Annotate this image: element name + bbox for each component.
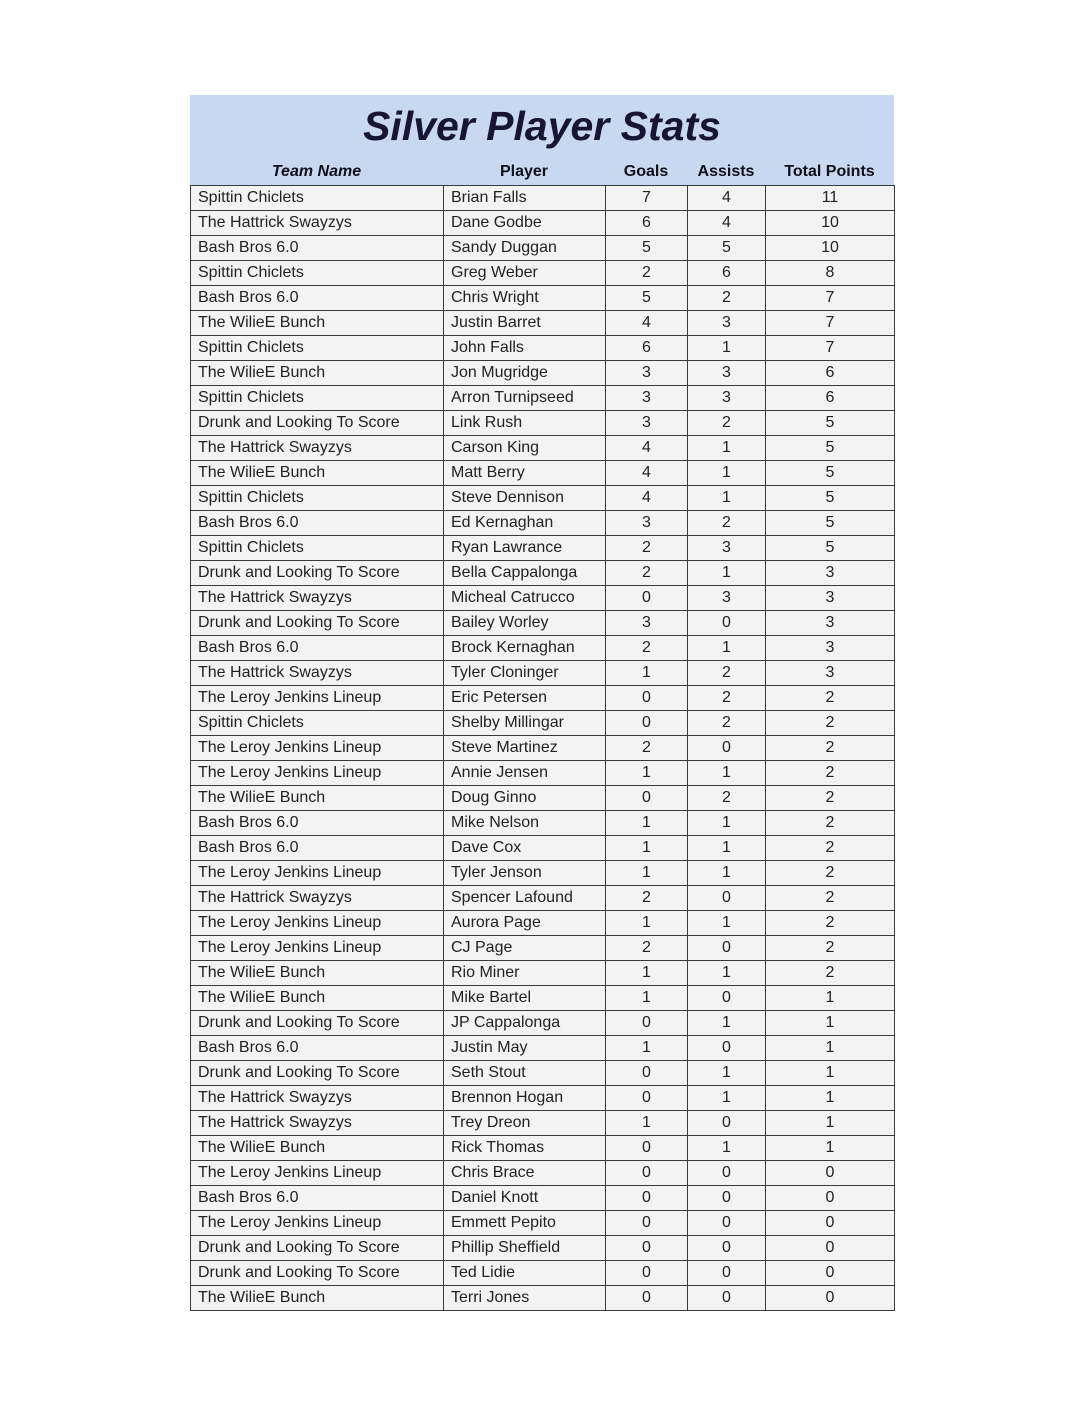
- assists-cell: 1: [688, 1086, 766, 1111]
- total-points-cell: 5: [766, 536, 895, 561]
- total-points-cell: 0: [766, 1261, 895, 1286]
- goals-cell: 2: [606, 561, 688, 586]
- total-points-cell: 8: [766, 261, 895, 286]
- team-name-cell: Spittin Chiclets: [191, 536, 444, 561]
- assists-cell: 3: [688, 361, 766, 386]
- total-points-cell: 6: [766, 386, 895, 411]
- total-points-cell: 10: [766, 211, 895, 236]
- total-points-cell: 2: [766, 836, 895, 861]
- table-row: [191, 1011, 895, 1036]
- player-cell: Sandy Duggan: [444, 236, 606, 261]
- player-cell: Terri Jones: [444, 1286, 606, 1311]
- goals-cell: 0: [606, 1261, 688, 1286]
- total-points-cell: 2: [766, 761, 895, 786]
- team-name-cell: The Hattrick Swayzys: [191, 436, 444, 461]
- team-name-cell: The Hattrick Swayzys: [191, 661, 444, 686]
- goals-cell: 1: [606, 861, 688, 886]
- team-name-cell: Drunk and Looking To Score: [191, 1236, 444, 1261]
- team-name-cell: Bash Bros 6.0: [191, 636, 444, 661]
- total-points-cell: 5: [766, 511, 895, 536]
- team-name-cell: The Hattrick Swayzys: [191, 886, 444, 911]
- player-cell: JP Cappalonga: [444, 1011, 606, 1036]
- team-name-cell: Bash Bros 6.0: [191, 811, 444, 836]
- player-cell: Mike Nelson: [444, 811, 606, 836]
- player-cell: Chris Wright: [444, 286, 606, 311]
- team-name-cell: The WilieE Bunch: [191, 786, 444, 811]
- total-points-cell: 2: [766, 936, 895, 961]
- assists-cell: 6: [688, 261, 766, 286]
- assists-cell: 0: [688, 1036, 766, 1061]
- team-name-cell: Spittin Chiclets: [191, 261, 444, 286]
- assists-cell: 3: [688, 586, 766, 611]
- team-name-cell: The WilieE Bunch: [191, 361, 444, 386]
- player-cell: Dane Godbe: [444, 211, 606, 236]
- page-title: Silver Player Stats: [363, 103, 721, 149]
- table-row: [191, 211, 895, 236]
- assists-cell: 1: [688, 486, 766, 511]
- player-cell: Justin Barret: [444, 311, 606, 336]
- table-row: [191, 736, 895, 761]
- team-name-cell: Bash Bros 6.0: [191, 1186, 444, 1211]
- goals-cell: 2: [606, 261, 688, 286]
- stats-table-body: [191, 186, 895, 1311]
- team-name-cell: The Hattrick Swayzys: [191, 1086, 444, 1111]
- team-name-cell: The Leroy Jenkins Lineup: [191, 761, 444, 786]
- player-cell: Eric Petersen: [444, 686, 606, 711]
- goals-cell: 1: [606, 961, 688, 986]
- player-cell: Greg Weber: [444, 261, 606, 286]
- column-header-team-name: Team Name: [271, 162, 362, 180]
- table-row: [191, 861, 895, 886]
- assists-cell: 0: [688, 1111, 766, 1136]
- team-name-cell: Bash Bros 6.0: [191, 1036, 444, 1061]
- table-row: [191, 1136, 895, 1161]
- table-row: [191, 561, 895, 586]
- goals-cell: 6: [606, 211, 688, 236]
- total-points-cell: 2: [766, 786, 895, 811]
- goals-cell: 0: [606, 711, 688, 736]
- total-points-cell: 1: [766, 1061, 895, 1086]
- assists-cell: 1: [688, 1061, 766, 1086]
- table-row: [191, 611, 895, 636]
- team-name-cell: Spittin Chiclets: [191, 336, 444, 361]
- table-row: [191, 1111, 895, 1136]
- table-row: [191, 1036, 895, 1061]
- player-cell: Tyler Cloninger: [444, 661, 606, 686]
- total-points-cell: 2: [766, 811, 895, 836]
- assists-cell: 3: [688, 386, 766, 411]
- player-cell: Link Rush: [444, 411, 606, 436]
- goals-cell: 3: [606, 411, 688, 436]
- assists-cell: 4: [688, 211, 766, 236]
- table-row: [191, 1236, 895, 1261]
- team-name-cell: Drunk and Looking To Score: [191, 611, 444, 636]
- assists-cell: 1: [688, 761, 766, 786]
- team-name-cell: The Hattrick Swayzys: [191, 1111, 444, 1136]
- goals-cell: 3: [606, 511, 688, 536]
- total-points-cell: 2: [766, 886, 895, 911]
- total-points-cell: 0: [766, 1286, 895, 1311]
- player-cell: Shelby Millingar: [444, 711, 606, 736]
- player-cell: Brennon Hogan: [444, 1086, 606, 1111]
- table-row: [191, 986, 895, 1011]
- goals-cell: 0: [606, 586, 688, 611]
- goals-cell: 0: [606, 1161, 688, 1186]
- goals-cell: 2: [606, 636, 688, 661]
- table-row: [191, 236, 895, 261]
- assists-cell: 3: [688, 311, 766, 336]
- goals-cell: 4: [606, 311, 688, 336]
- assists-cell: 1: [688, 1136, 766, 1161]
- stats-table: [190, 185, 895, 1311]
- player-cell: Trey Dreon: [444, 1111, 606, 1136]
- goals-cell: 4: [606, 436, 688, 461]
- goals-cell: 7: [606, 186, 688, 211]
- player-cell: Ed Kernaghan: [444, 511, 606, 536]
- goals-cell: 3: [606, 386, 688, 411]
- player-cell: CJ Page: [444, 936, 606, 961]
- goals-cell: 1: [606, 1036, 688, 1061]
- team-name-cell: The Hattrick Swayzys: [191, 586, 444, 611]
- table-row: [191, 1286, 895, 1311]
- player-cell: Ted Lidie: [444, 1261, 606, 1286]
- table-row: [191, 361, 895, 386]
- player-cell: Steve Dennison: [444, 486, 606, 511]
- goals-cell: 0: [606, 1061, 688, 1086]
- team-name-cell: Drunk and Looking To Score: [191, 1261, 444, 1286]
- table-row: [191, 661, 895, 686]
- assists-cell: 0: [688, 1236, 766, 1261]
- table-row: [191, 586, 895, 611]
- total-points-cell: 2: [766, 736, 895, 761]
- team-name-cell: Drunk and Looking To Score: [191, 411, 444, 436]
- total-points-cell: 1: [766, 986, 895, 1011]
- table-row: [191, 811, 895, 836]
- team-name-cell: The Leroy Jenkins Lineup: [191, 736, 444, 761]
- title-band: [190, 95, 894, 185]
- table-row: [191, 836, 895, 861]
- player-cell: Brock Kernaghan: [444, 636, 606, 661]
- total-points-cell: 2: [766, 911, 895, 936]
- assists-cell: 1: [688, 336, 766, 361]
- table-row: [191, 336, 895, 361]
- table-row: [191, 436, 895, 461]
- goals-cell: 0: [606, 1286, 688, 1311]
- assists-cell: 2: [688, 286, 766, 311]
- total-points-cell: 3: [766, 636, 895, 661]
- total-points-cell: 2: [766, 961, 895, 986]
- goals-cell: 2: [606, 936, 688, 961]
- assists-cell: 2: [688, 711, 766, 736]
- player-cell: Spencer Lafound: [444, 886, 606, 911]
- player-cell: Daniel Knott: [444, 1186, 606, 1211]
- team-name-cell: Bash Bros 6.0: [191, 236, 444, 261]
- table-row: [191, 536, 895, 561]
- total-points-cell: 0: [766, 1186, 895, 1211]
- player-cell: Ryan Lawrance: [444, 536, 606, 561]
- goals-cell: 1: [606, 811, 688, 836]
- goals-cell: 1: [606, 836, 688, 861]
- team-name-cell: Drunk and Looking To Score: [191, 1011, 444, 1036]
- table-row: [191, 511, 895, 536]
- total-points-cell: 1: [766, 1011, 895, 1036]
- assists-cell: 2: [688, 786, 766, 811]
- table-row: [191, 311, 895, 336]
- goals-cell: 1: [606, 911, 688, 936]
- assists-cell: 0: [688, 736, 766, 761]
- assists-cell: 1: [688, 461, 766, 486]
- team-name-cell: The Leroy Jenkins Lineup: [191, 686, 444, 711]
- table-row: [191, 711, 895, 736]
- total-points-cell: 3: [766, 586, 895, 611]
- total-points-cell: 5: [766, 436, 895, 461]
- team-name-cell: Spittin Chiclets: [191, 711, 444, 736]
- goals-cell: 0: [606, 1086, 688, 1111]
- column-header-assists: Assists: [697, 162, 755, 180]
- table-header-row: [190, 158, 894, 185]
- assists-cell: 1: [688, 961, 766, 986]
- team-name-cell: The WilieE Bunch: [191, 961, 444, 986]
- goals-cell: 0: [606, 1186, 688, 1211]
- table-row: [191, 1186, 895, 1211]
- table-row: [191, 961, 895, 986]
- goals-cell: 1: [606, 1111, 688, 1136]
- team-name-cell: The WilieE Bunch: [191, 986, 444, 1011]
- table-row: [191, 786, 895, 811]
- assists-cell: 1: [688, 436, 766, 461]
- player-cell: Phillip Sheffield: [444, 1236, 606, 1261]
- assists-cell: 0: [688, 1161, 766, 1186]
- team-name-cell: The Leroy Jenkins Lineup: [191, 1161, 444, 1186]
- table-row: [191, 411, 895, 436]
- total-points-cell: 11: [766, 186, 895, 211]
- goals-cell: 1: [606, 661, 688, 686]
- team-name-cell: The WilieE Bunch: [191, 461, 444, 486]
- goals-cell: 2: [606, 736, 688, 761]
- table-row: [191, 1161, 895, 1186]
- table-row: [191, 636, 895, 661]
- team-name-cell: The WilieE Bunch: [191, 1286, 444, 1311]
- team-name-cell: The WilieE Bunch: [191, 1136, 444, 1161]
- goals-cell: 0: [606, 1011, 688, 1036]
- player-cell: Micheal Catrucco: [444, 586, 606, 611]
- team-name-cell: Spittin Chiclets: [191, 486, 444, 511]
- assists-cell: 2: [688, 686, 766, 711]
- goals-cell: 3: [606, 611, 688, 636]
- assists-cell: 4: [688, 186, 766, 211]
- total-points-cell: 2: [766, 711, 895, 736]
- table-row: [191, 286, 895, 311]
- table-row: [191, 1061, 895, 1086]
- total-points-cell: 7: [766, 286, 895, 311]
- goals-cell: 0: [606, 1211, 688, 1236]
- player-cell: Brian Falls: [444, 186, 606, 211]
- assists-cell: 0: [688, 1286, 766, 1311]
- goals-cell: 1: [606, 761, 688, 786]
- team-name-cell: Drunk and Looking To Score: [191, 561, 444, 586]
- assists-cell: 0: [688, 886, 766, 911]
- player-cell: Aurora Page: [444, 911, 606, 936]
- goals-cell: 2: [606, 536, 688, 561]
- assists-cell: 0: [688, 611, 766, 636]
- total-points-cell: 0: [766, 1211, 895, 1236]
- table-row: [191, 261, 895, 286]
- assists-cell: 3: [688, 536, 766, 561]
- goals-cell: 6: [606, 336, 688, 361]
- table-row: [191, 761, 895, 786]
- assists-cell: 5: [688, 236, 766, 261]
- total-points-cell: 2: [766, 686, 895, 711]
- team-name-cell: Drunk and Looking To Score: [191, 1061, 444, 1086]
- assists-cell: 1: [688, 836, 766, 861]
- player-cell: Justin May: [444, 1036, 606, 1061]
- team-name-cell: The Leroy Jenkins Lineup: [191, 911, 444, 936]
- player-cell: John Falls: [444, 336, 606, 361]
- column-header-total-points: Total Points: [784, 162, 875, 180]
- player-cell: Matt Berry: [444, 461, 606, 486]
- player-cell: Rio Miner: [444, 961, 606, 986]
- assists-cell: 1: [688, 1011, 766, 1036]
- total-points-cell: 3: [766, 561, 895, 586]
- table-row: [191, 886, 895, 911]
- player-cell: Annie Jensen: [444, 761, 606, 786]
- stats-sheet: [190, 95, 894, 1311]
- table-row: [191, 1211, 895, 1236]
- player-cell: Jon Mugridge: [444, 361, 606, 386]
- assists-cell: 0: [688, 1186, 766, 1211]
- player-cell: Dave Cox: [444, 836, 606, 861]
- assists-cell: 0: [688, 1211, 766, 1236]
- team-name-cell: Bash Bros 6.0: [191, 511, 444, 536]
- player-cell: Doug Ginno: [444, 786, 606, 811]
- total-points-cell: 5: [766, 486, 895, 511]
- team-name-cell: The Leroy Jenkins Lineup: [191, 861, 444, 886]
- column-header-player: Player: [499, 162, 549, 180]
- player-cell: Mike Bartel: [444, 986, 606, 1011]
- player-cell: Arron Turnipseed: [444, 386, 606, 411]
- table-row: [191, 1261, 895, 1286]
- total-points-cell: 0: [766, 1161, 895, 1186]
- goals-cell: 5: [606, 236, 688, 261]
- table-row: [191, 686, 895, 711]
- total-points-cell: 2: [766, 861, 895, 886]
- team-name-cell: The Hattrick Swayzys: [191, 211, 444, 236]
- total-points-cell: 6: [766, 361, 895, 386]
- goals-cell: 0: [606, 786, 688, 811]
- team-name-cell: The WilieE Bunch: [191, 311, 444, 336]
- assists-cell: 1: [688, 636, 766, 661]
- assists-cell: 1: [688, 911, 766, 936]
- goals-cell: 3: [606, 361, 688, 386]
- total-points-cell: 1: [766, 1111, 895, 1136]
- goals-cell: 5: [606, 286, 688, 311]
- total-points-cell: 0: [766, 1236, 895, 1261]
- total-points-cell: 3: [766, 661, 895, 686]
- player-cell: Chris Brace: [444, 1161, 606, 1186]
- assists-cell: 1: [688, 811, 766, 836]
- player-cell: Emmett Pepito: [444, 1211, 606, 1236]
- total-points-cell: 5: [766, 411, 895, 436]
- table-row: [191, 186, 895, 211]
- team-name-cell: Bash Bros 6.0: [191, 836, 444, 861]
- table-row: [191, 486, 895, 511]
- table-row: [191, 936, 895, 961]
- team-name-cell: Bash Bros 6.0: [191, 286, 444, 311]
- total-points-cell: 10: [766, 236, 895, 261]
- player-cell: Tyler Jenson: [444, 861, 606, 886]
- total-points-cell: 3: [766, 611, 895, 636]
- assists-cell: 1: [688, 861, 766, 886]
- player-cell: Seth Stout: [444, 1061, 606, 1086]
- goals-cell: 1: [606, 986, 688, 1011]
- goals-cell: 4: [606, 486, 688, 511]
- total-points-cell: 1: [766, 1086, 895, 1111]
- goals-cell: 0: [606, 686, 688, 711]
- assists-cell: 0: [688, 986, 766, 1011]
- player-cell: Rick Thomas: [444, 1136, 606, 1161]
- team-name-cell: Spittin Chiclets: [191, 186, 444, 211]
- assists-cell: 2: [688, 511, 766, 536]
- player-cell: Bailey Worley: [444, 611, 606, 636]
- player-cell: Bella Cappalonga: [444, 561, 606, 586]
- assists-cell: 0: [688, 936, 766, 961]
- team-name-cell: Spittin Chiclets: [191, 386, 444, 411]
- assists-cell: 2: [688, 411, 766, 436]
- table-row: [191, 386, 895, 411]
- goals-cell: 0: [606, 1236, 688, 1261]
- table-row: [191, 461, 895, 486]
- goals-cell: 2: [606, 886, 688, 911]
- team-name-cell: The Leroy Jenkins Lineup: [191, 1211, 444, 1236]
- assists-cell: 2: [688, 661, 766, 686]
- table-row: [191, 1086, 895, 1111]
- goals-cell: 0: [606, 1136, 688, 1161]
- goals-cell: 4: [606, 461, 688, 486]
- total-points-cell: 7: [766, 336, 895, 361]
- total-points-cell: 1: [766, 1036, 895, 1061]
- team-name-cell: The Leroy Jenkins Lineup: [191, 936, 444, 961]
- player-cell: Carson King: [444, 436, 606, 461]
- player-cell: Steve Martinez: [444, 736, 606, 761]
- table-row: [191, 911, 895, 936]
- total-points-cell: 5: [766, 461, 895, 486]
- total-points-cell: 1: [766, 1136, 895, 1161]
- column-header-goals: Goals: [623, 162, 669, 180]
- total-points-cell: 7: [766, 311, 895, 336]
- assists-cell: 1: [688, 561, 766, 586]
- assists-cell: 0: [688, 1261, 766, 1286]
